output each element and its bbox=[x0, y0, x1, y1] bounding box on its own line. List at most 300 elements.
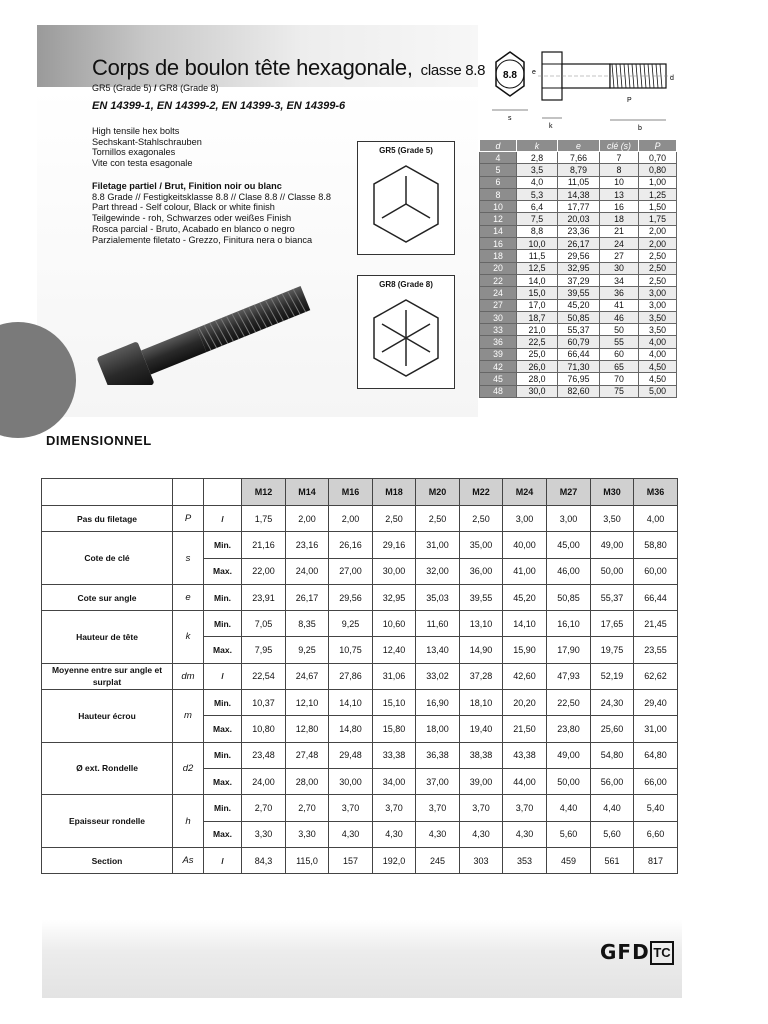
row-label: Section bbox=[42, 847, 173, 873]
table-cell: 25,60 bbox=[591, 716, 634, 742]
table-cell: 36 bbox=[480, 336, 517, 348]
table-cell: 15,90 bbox=[503, 637, 547, 663]
table-cell: 2,00 bbox=[639, 225, 677, 237]
thread-table-row bbox=[480, 299, 677, 311]
table-cell: 0,70 bbox=[639, 152, 677, 164]
table-cell: 2,8 bbox=[517, 152, 558, 164]
table-cell: 34 bbox=[600, 274, 639, 286]
table-cell: 8,35 bbox=[286, 611, 329, 637]
table-cell: 2,50 bbox=[373, 506, 416, 532]
table-cell: 46 bbox=[600, 311, 639, 323]
thread-table-row bbox=[480, 287, 677, 299]
table-cell: 2,00 bbox=[329, 506, 373, 532]
table-cell: 32,00 bbox=[416, 558, 460, 584]
table-cell: 26,16 bbox=[329, 532, 373, 558]
table-cell: 6 bbox=[480, 176, 517, 188]
table-cell: 55 bbox=[600, 336, 639, 348]
table-cell: 3,70 bbox=[416, 795, 460, 821]
table-cell: 18,7 bbox=[517, 311, 558, 323]
table-cell: 14,0 bbox=[517, 274, 558, 286]
table-cell: 12,80 bbox=[286, 716, 329, 742]
size-header: M20 bbox=[416, 479, 460, 506]
table-cell: 3,30 bbox=[286, 821, 329, 847]
table-cell: 35,03 bbox=[416, 584, 460, 610]
table-cell: 70 bbox=[600, 373, 639, 385]
row-minmax: Max. bbox=[204, 821, 242, 847]
row-label: Moyenne entre sur angle et surplat bbox=[42, 663, 173, 689]
table-cell: 353 bbox=[503, 847, 547, 873]
table-row bbox=[42, 532, 678, 558]
table-cell: 10,0 bbox=[517, 238, 558, 250]
table-cell: 23,16 bbox=[286, 532, 329, 558]
table-cell: 3,50 bbox=[639, 324, 677, 336]
finish-line: Parzialemente filetato - Grezzo, Finitura nera o bianca bbox=[92, 234, 313, 245]
table-cell: 65 bbox=[600, 361, 639, 373]
table-cell: 12 bbox=[480, 213, 517, 225]
table-cell: 56,00 bbox=[591, 768, 634, 794]
row-symbol: s bbox=[173, 532, 204, 585]
table-cell: 5,40 bbox=[634, 795, 678, 821]
grade-gr5-label: GR5 (Grade 5) bbox=[379, 146, 433, 155]
row-minmax: Max. bbox=[204, 637, 242, 663]
standards-line: EN 14399-1, EN 14399-2, EN 14399-3, EN 14399-6 bbox=[92, 100, 346, 112]
table-cell: 16,90 bbox=[416, 690, 460, 716]
table-cell: 16 bbox=[480, 238, 517, 250]
grade-subtitle bbox=[92, 83, 219, 93]
table-row bbox=[42, 847, 678, 873]
table-row bbox=[42, 690, 678, 716]
table-cell: 36,00 bbox=[460, 558, 503, 584]
table-cell: 60,79 bbox=[558, 336, 600, 348]
row-minmax: Min. bbox=[204, 742, 242, 768]
table-cell: 5 bbox=[480, 164, 517, 176]
table-cell: 7,05 bbox=[242, 611, 286, 637]
table-cell: 49,00 bbox=[547, 742, 591, 768]
grade-gr8-box bbox=[357, 275, 455, 389]
table-cell: 39 bbox=[480, 348, 517, 360]
finish-line: 8.8 Grade // Festigkeitsklasse 8.8 // Clase 8.8 // Classe 8.8 bbox=[92, 191, 331, 202]
table-cell: 45,00 bbox=[547, 532, 591, 558]
row-symbol: As bbox=[173, 847, 204, 873]
table-cell: 4,00 bbox=[639, 336, 677, 348]
table-cell: 17,90 bbox=[547, 637, 591, 663]
table-cell: 13 bbox=[600, 188, 639, 200]
table-cell: 50,00 bbox=[591, 558, 634, 584]
table-cell: 18,10 bbox=[460, 690, 503, 716]
table-cell: 39,00 bbox=[460, 768, 503, 794]
table-cell: 46,00 bbox=[547, 558, 591, 584]
table-cell: 49,00 bbox=[591, 532, 634, 558]
table-cell: 2,50 bbox=[416, 506, 460, 532]
table-cell: 50 bbox=[600, 324, 639, 336]
table-cell: 8 bbox=[480, 188, 517, 200]
table-row bbox=[42, 506, 678, 532]
table-cell: 29,56 bbox=[329, 584, 373, 610]
table-cell: 18 bbox=[480, 250, 517, 262]
table-cell: 26,17 bbox=[558, 238, 600, 250]
table-cell: 4,30 bbox=[329, 821, 373, 847]
table-cell: 30,0 bbox=[517, 385, 558, 397]
table-cell: 29,48 bbox=[329, 742, 373, 768]
table-cell: 4 bbox=[480, 152, 517, 164]
row-minmax: Max. bbox=[204, 716, 242, 742]
table-cell: 3,50 bbox=[639, 311, 677, 323]
dim-label-p: P bbox=[627, 97, 632, 104]
table-row bbox=[42, 611, 678, 637]
table-cell: 9,25 bbox=[329, 611, 373, 637]
table-cell: 36 bbox=[600, 287, 639, 299]
dim-label-s: s bbox=[508, 115, 512, 122]
dimension-table-header bbox=[42, 479, 678, 506]
table-cell: 245 bbox=[416, 847, 460, 873]
table-cell: 50,85 bbox=[547, 584, 591, 610]
table-cell: 5,3 bbox=[517, 188, 558, 200]
thread-table-row bbox=[480, 213, 677, 225]
table-cell: 21,50 bbox=[503, 716, 547, 742]
table-cell: 7,95 bbox=[242, 637, 286, 663]
table-cell: 21,45 bbox=[634, 611, 678, 637]
table-cell: 11,5 bbox=[517, 250, 558, 262]
row-minmax: Min. bbox=[204, 795, 242, 821]
grade-separator: / bbox=[154, 83, 157, 93]
table-cell: 45 bbox=[480, 373, 517, 385]
table-cell: 14 bbox=[480, 225, 517, 237]
table-cell: 34,00 bbox=[373, 768, 416, 794]
row-minmax: / bbox=[204, 506, 242, 532]
table-cell: 16 bbox=[600, 201, 639, 213]
table-cell: 55,37 bbox=[591, 584, 634, 610]
table-cell: 6,60 bbox=[634, 821, 678, 847]
table-cell: 15,80 bbox=[373, 716, 416, 742]
table-cell: 10,75 bbox=[329, 637, 373, 663]
table-cell: 29,16 bbox=[373, 532, 416, 558]
thread-table-row bbox=[480, 250, 677, 262]
table-cell: 3,50 bbox=[591, 506, 634, 532]
table-row bbox=[42, 584, 678, 610]
table-cell: 32,95 bbox=[558, 262, 600, 274]
table-cell: 64,80 bbox=[634, 742, 678, 768]
table-cell: 13,10 bbox=[460, 611, 503, 637]
table-cell: 12,40 bbox=[373, 637, 416, 663]
description-block bbox=[92, 126, 202, 169]
table-cell: 58,80 bbox=[634, 532, 678, 558]
gr5-head-marking-icon bbox=[370, 162, 442, 246]
table-cell: 23,36 bbox=[558, 225, 600, 237]
table-cell: 28,00 bbox=[286, 768, 329, 794]
table-cell: 55,37 bbox=[558, 324, 600, 336]
table-cell: 2,00 bbox=[286, 506, 329, 532]
thread-table-row bbox=[480, 373, 677, 385]
table-cell: 7,5 bbox=[517, 213, 558, 225]
table-cell: 40,00 bbox=[503, 532, 547, 558]
table-cell: 30 bbox=[480, 311, 517, 323]
row-minmax: Min. bbox=[204, 584, 242, 610]
size-header: M18 bbox=[373, 479, 416, 506]
table-cell: 18 bbox=[600, 213, 639, 225]
table-cell: 3,30 bbox=[242, 821, 286, 847]
table-cell: 27,00 bbox=[329, 558, 373, 584]
table-cell: 22,54 bbox=[242, 663, 286, 689]
table-cell: 13,40 bbox=[416, 637, 460, 663]
table-cell: 20,03 bbox=[558, 213, 600, 225]
finish-block bbox=[92, 181, 331, 245]
table-row bbox=[42, 742, 678, 768]
grade-gr8-label: GR8 (Grade 8) bbox=[379, 280, 433, 289]
table-cell: 4,40 bbox=[591, 795, 634, 821]
header-cell: e bbox=[558, 140, 600, 152]
table-cell: 26,0 bbox=[517, 361, 558, 373]
thread-table-row bbox=[480, 152, 677, 164]
table-cell: 4,50 bbox=[639, 373, 677, 385]
table-cell: 115,0 bbox=[286, 847, 329, 873]
table-cell: 45,20 bbox=[503, 584, 547, 610]
table-cell: 54,80 bbox=[591, 742, 634, 768]
table-row bbox=[42, 663, 678, 689]
table-cell: 33 bbox=[480, 324, 517, 336]
table-cell: 5,60 bbox=[547, 821, 591, 847]
header-cell: d bbox=[480, 140, 517, 152]
thread-table-row bbox=[480, 188, 677, 200]
table-cell: 37,00 bbox=[416, 768, 460, 794]
table-cell: 27 bbox=[480, 299, 517, 311]
table-cell: 48 bbox=[480, 385, 517, 397]
table-cell: 23,55 bbox=[634, 637, 678, 663]
table-cell: 2,50 bbox=[639, 250, 677, 262]
header-blank bbox=[42, 479, 173, 506]
table-cell: 459 bbox=[547, 847, 591, 873]
table-row bbox=[42, 795, 678, 821]
table-cell: 303 bbox=[460, 847, 503, 873]
grade-badge: 8.8 bbox=[503, 70, 517, 81]
table-cell: 22,00 bbox=[242, 558, 286, 584]
table-cell: 10,80 bbox=[242, 716, 286, 742]
table-cell: 4,50 bbox=[639, 361, 677, 373]
finish-line: Part thread - Self colour, Black or white finish bbox=[92, 202, 275, 213]
row-symbol: d2 bbox=[173, 742, 204, 795]
table-cell: 15,0 bbox=[517, 287, 558, 299]
table-cell: 31,06 bbox=[373, 663, 416, 689]
title-class: classe 8.8 bbox=[420, 62, 486, 79]
table-cell: 35,00 bbox=[460, 532, 503, 558]
thread-table-row bbox=[480, 164, 677, 176]
grade-gr5-text: GR5 (Grade 5) bbox=[92, 83, 152, 93]
table-cell: 2,70 bbox=[242, 795, 286, 821]
table-cell: 9,25 bbox=[286, 637, 329, 663]
table-cell: 20,20 bbox=[503, 690, 547, 716]
table-cell: 38,38 bbox=[460, 742, 503, 768]
dim-label-d: d bbox=[670, 75, 674, 82]
table-cell: 3,5 bbox=[517, 164, 558, 176]
table-cell: 4,30 bbox=[460, 821, 503, 847]
header-cell: clé (s) bbox=[600, 140, 639, 152]
thread-table-row bbox=[480, 274, 677, 286]
row-minmax: / bbox=[204, 663, 242, 689]
grade-gr5-box bbox=[357, 141, 455, 255]
footer-band bbox=[42, 920, 682, 998]
table-cell: 4,30 bbox=[416, 821, 460, 847]
table-cell: 1,00 bbox=[639, 176, 677, 188]
table-cell: 43,38 bbox=[503, 742, 547, 768]
desc-line: High tensile hex bolts bbox=[92, 126, 180, 136]
thread-dimension-table bbox=[479, 139, 677, 398]
table-cell: 4,0 bbox=[517, 176, 558, 188]
row-symbol: e bbox=[173, 584, 204, 610]
table-cell: 14,80 bbox=[329, 716, 373, 742]
table-cell: 6,4 bbox=[517, 201, 558, 213]
table-cell: 4,30 bbox=[373, 821, 416, 847]
table-cell: 3,00 bbox=[503, 506, 547, 532]
table-cell: 27 bbox=[600, 250, 639, 262]
row-minmax: / bbox=[204, 847, 242, 873]
row-label: Pas du filetage bbox=[42, 506, 173, 532]
desc-line: Tornillos exagonales bbox=[92, 147, 176, 158]
table-cell: 28,0 bbox=[517, 373, 558, 385]
table-cell: 1,75 bbox=[242, 506, 286, 532]
table-cell: 37,28 bbox=[460, 663, 503, 689]
row-symbol: h bbox=[173, 795, 204, 848]
table-cell: 71,30 bbox=[558, 361, 600, 373]
table-cell: 24,30 bbox=[591, 690, 634, 716]
table-cell: 31,00 bbox=[416, 532, 460, 558]
table-cell: 23,48 bbox=[242, 742, 286, 768]
thread-table-row bbox=[480, 201, 677, 213]
finish-line: Teilgewinde - roh, Schwarzes oder weißes Finish bbox=[92, 213, 292, 224]
table-cell: 30,00 bbox=[329, 768, 373, 794]
table-cell: 45,20 bbox=[558, 299, 600, 311]
row-label: Cote de clé bbox=[42, 532, 173, 585]
header-blank bbox=[173, 479, 204, 506]
table-cell: 21,0 bbox=[517, 324, 558, 336]
table-cell: 2,50 bbox=[639, 274, 677, 286]
dimension-table bbox=[41, 478, 678, 874]
table-cell: 817 bbox=[634, 847, 678, 873]
thread-table-row bbox=[480, 385, 677, 397]
size-header: M24 bbox=[503, 479, 547, 506]
table-cell: 44,00 bbox=[503, 768, 547, 794]
table-cell: 3,00 bbox=[639, 299, 677, 311]
row-symbol: m bbox=[173, 690, 204, 743]
table-cell: 3,00 bbox=[639, 287, 677, 299]
table-cell: 17,65 bbox=[591, 611, 634, 637]
table-cell: 4,40 bbox=[547, 795, 591, 821]
size-header: M22 bbox=[460, 479, 503, 506]
table-cell: 14,90 bbox=[460, 637, 503, 663]
grade-gr8-text: GR8 (Grade 8) bbox=[159, 83, 219, 93]
table-cell: 10 bbox=[480, 201, 517, 213]
table-cell: 14,38 bbox=[558, 188, 600, 200]
desc-line: Vite con testa esagonale bbox=[92, 158, 193, 169]
table-cell: 25,0 bbox=[517, 348, 558, 360]
table-cell: 60 bbox=[600, 348, 639, 360]
table-cell: 30 bbox=[600, 262, 639, 274]
hex-head-front-view bbox=[496, 52, 524, 96]
table-cell: 192,0 bbox=[373, 847, 416, 873]
table-cell: 4,00 bbox=[634, 506, 678, 532]
table-cell: 15,10 bbox=[373, 690, 416, 716]
thread-table-row bbox=[480, 262, 677, 274]
table-cell: 33,38 bbox=[373, 742, 416, 768]
table-cell: 60,00 bbox=[634, 558, 678, 584]
table-cell: 7,66 bbox=[558, 152, 600, 164]
brand-logo-mark: TC bbox=[650, 941, 674, 965]
dim-label-k: k bbox=[549, 123, 553, 130]
table-cell: 50,85 bbox=[558, 311, 600, 323]
table-cell: 21,16 bbox=[242, 532, 286, 558]
table-cell: 2,50 bbox=[460, 506, 503, 532]
row-label: Hauteur écrou bbox=[42, 690, 173, 743]
table-cell: 19,40 bbox=[460, 716, 503, 742]
table-cell: 24,67 bbox=[286, 663, 329, 689]
table-cell: 50,00 bbox=[547, 768, 591, 794]
table-cell: 17,77 bbox=[558, 201, 600, 213]
table-cell: 76,95 bbox=[558, 373, 600, 385]
table-cell: 23,80 bbox=[547, 716, 591, 742]
thread-table-row bbox=[480, 324, 677, 336]
table-cell: 36,38 bbox=[416, 742, 460, 768]
table-cell: 3,70 bbox=[373, 795, 416, 821]
table-cell: 17,0 bbox=[517, 299, 558, 311]
table-cell: 22 bbox=[480, 274, 517, 286]
table-cell: 41,00 bbox=[503, 558, 547, 584]
table-cell: 561 bbox=[591, 847, 634, 873]
table-cell: 42 bbox=[480, 361, 517, 373]
finish-heading: Filetage partiel / Brut, Finition noir ou blanc bbox=[92, 181, 282, 191]
page-title bbox=[92, 55, 485, 81]
table-cell: 30,00 bbox=[373, 558, 416, 584]
table-cell: 18,00 bbox=[416, 716, 460, 742]
table-cell: 42,60 bbox=[503, 663, 547, 689]
row-label: Ø ext. Rondelle bbox=[42, 742, 173, 795]
table-cell: 2,50 bbox=[639, 262, 677, 274]
table-cell: 11,60 bbox=[416, 611, 460, 637]
thread-table-header bbox=[480, 140, 677, 152]
table-cell: 29,40 bbox=[634, 690, 678, 716]
table-cell: 47,93 bbox=[547, 663, 591, 689]
thread-table-row bbox=[480, 311, 677, 323]
thread-table-row bbox=[480, 225, 677, 237]
table-cell: 7 bbox=[600, 152, 639, 164]
table-cell: 84,3 bbox=[242, 847, 286, 873]
table-cell: 14,10 bbox=[329, 690, 373, 716]
size-header: M27 bbox=[547, 479, 591, 506]
table-cell: 14,10 bbox=[503, 611, 547, 637]
thread-table-row bbox=[480, 361, 677, 373]
table-cell: 21 bbox=[600, 225, 639, 237]
size-header: M36 bbox=[634, 479, 678, 506]
table-cell: 39,55 bbox=[460, 584, 503, 610]
desc-line: Sechskant-Stahlschrauben bbox=[92, 136, 202, 147]
table-cell: 22,5 bbox=[517, 336, 558, 348]
table-cell: 10,37 bbox=[242, 690, 286, 716]
table-cell: 66,00 bbox=[634, 768, 678, 794]
row-minmax: Max. bbox=[204, 558, 242, 584]
table-cell: 52,19 bbox=[591, 663, 634, 689]
thread-table-row bbox=[480, 336, 677, 348]
table-cell: 27,86 bbox=[329, 663, 373, 689]
table-cell: 5,60 bbox=[591, 821, 634, 847]
table-cell: 31,00 bbox=[634, 716, 678, 742]
bolt-drawing bbox=[482, 40, 688, 134]
table-cell: 62,62 bbox=[634, 663, 678, 689]
table-cell: 39,55 bbox=[558, 287, 600, 299]
table-cell: 157 bbox=[329, 847, 373, 873]
table-cell: 37,29 bbox=[558, 274, 600, 286]
table-cell: 5,00 bbox=[639, 385, 677, 397]
dim-label-e: e bbox=[532, 69, 536, 76]
header-cell: P bbox=[639, 140, 677, 152]
row-label: Cote sur angle bbox=[42, 584, 173, 610]
table-cell: 33,02 bbox=[416, 663, 460, 689]
